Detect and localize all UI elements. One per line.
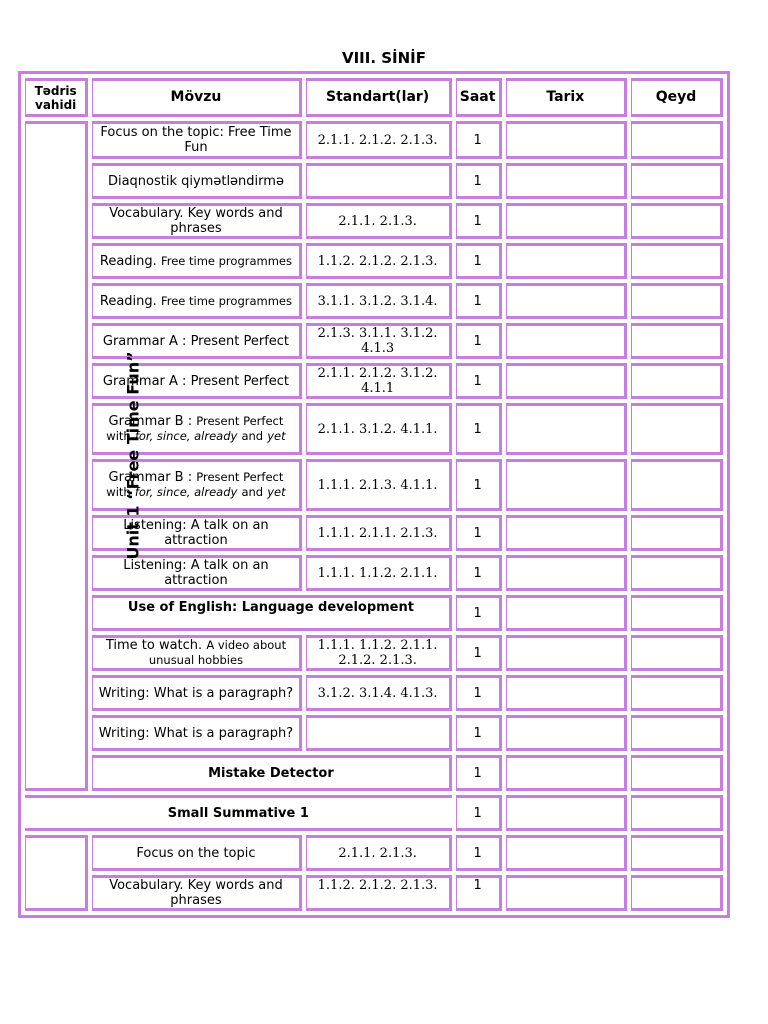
- topic-italic: for, since, already: [134, 429, 238, 443]
- topic-cell: Grammar A : Present Perfect: [92, 363, 301, 399]
- date-cell[interactable]: [506, 795, 628, 831]
- note-cell[interactable]: [631, 403, 723, 455]
- table-row: [25, 835, 723, 871]
- hours-cell: 1: [456, 675, 502, 711]
- hours-cell: 1: [456, 121, 502, 159]
- hours-cell: 1: [456, 163, 502, 199]
- date-cell[interactable]: [506, 595, 628, 631]
- standards-cell: 1.1.1. 2.1.3. 4.1.1.: [306, 459, 452, 511]
- hours-cell: 1: [456, 875, 502, 911]
- header-unit: Tədris vahidi: [25, 78, 88, 117]
- topic-cell: [92, 243, 301, 279]
- header-hours: Saat: [456, 78, 502, 117]
- header-date: Tarix: [506, 78, 628, 117]
- date-cell[interactable]: [506, 835, 628, 871]
- topic-sub: A video about unusual hobbies: [148, 638, 287, 667]
- hours-cell: 1: [456, 459, 502, 511]
- standards-cell: 1.1.2. 2.1.2. 2.1.3.: [306, 243, 452, 279]
- standards-cell: 2.1.3. 3.1.1. 3.1.2. 4.1.3: [306, 323, 452, 359]
- hours-cell: 1: [456, 243, 502, 279]
- topic-main: Reading.: [99, 293, 157, 309]
- topic-main: Grammar B :: [108, 414, 193, 429]
- standards-cell: 1.1.2. 2.1.2. 2.1.3.: [306, 875, 452, 911]
- note-cell[interactable]: [631, 875, 723, 911]
- table-row: [25, 715, 723, 751]
- topic-sub: Present Perfect with: [106, 470, 284, 499]
- date-cell[interactable]: [506, 875, 628, 911]
- page-title: VIII. SİNİF: [341, 49, 427, 67]
- topic-cell: Focus on the topic: Free Time Fun: [92, 121, 301, 159]
- topic-cell: Writing: What is a paragraph?: [92, 675, 301, 711]
- note-cell[interactable]: [631, 755, 723, 791]
- hours-cell: 1: [456, 515, 502, 551]
- date-cell[interactable]: [506, 715, 628, 751]
- lesson-plan-table: [18, 71, 730, 918]
- header-topic: Mövzu: [92, 78, 301, 117]
- topic-cell: Diaqnostik qiymətləndirmə: [92, 163, 301, 199]
- note-cell[interactable]: [631, 283, 723, 319]
- unit-label: Unit 1 “Free Time Fun”: [123, 350, 143, 560]
- unit-cell-next: [25, 835, 88, 911]
- standards-cell: [306, 715, 452, 751]
- hours-cell: 1: [456, 835, 502, 871]
- note-cell[interactable]: [631, 363, 723, 399]
- standards-cell: 3.1.1. 3.1.2. 3.1.4.: [306, 283, 452, 319]
- topic-cell: [92, 635, 301, 671]
- note-cell[interactable]: [631, 323, 723, 359]
- note-cell[interactable]: [631, 459, 723, 511]
- topic-main: Reading.: [99, 253, 157, 269]
- table-row: [25, 675, 723, 711]
- note-cell[interactable]: [631, 121, 723, 159]
- table-row: [25, 203, 723, 239]
- date-cell[interactable]: [506, 459, 628, 511]
- topic-and: and: [241, 485, 264, 499]
- topic-main: Time to watch.: [105, 638, 203, 653]
- topic-italic: yet: [267, 429, 286, 443]
- note-cell[interactable]: [631, 515, 723, 551]
- topic-cell: Focus on the topic: [92, 835, 301, 871]
- hours-cell: 1: [456, 283, 502, 319]
- date-cell[interactable]: [506, 755, 628, 791]
- standards-cell: 2.1.1. 3.1.2. 4.1.1.: [306, 403, 452, 455]
- hours-cell: 1: [456, 363, 502, 399]
- standards-cell: 2.1.1. 2.1.3.: [306, 203, 452, 239]
- hours-cell: 1: [456, 755, 502, 791]
- standards-cell: 1.1.1. 2.1.1. 2.1.3.: [306, 515, 452, 551]
- topic-cell-wide: Mistake Detector: [92, 755, 451, 791]
- standards-cell: 1.1.1. 1.1.2. 2.1.1. 2.1.2. 2.1.3.: [306, 635, 452, 671]
- date-cell[interactable]: [506, 283, 628, 319]
- date-cell[interactable]: [506, 403, 628, 455]
- standards-cell: 3.1.2. 3.1.4. 4.1.3.: [306, 675, 452, 711]
- table-row: [25, 875, 723, 911]
- date-cell[interactable]: [506, 635, 628, 671]
- topic-cell: Vocabulary. Key words and phrases: [92, 203, 301, 239]
- table-row: [25, 283, 723, 319]
- note-cell[interactable]: [631, 595, 723, 631]
- hours-cell: 1: [456, 555, 502, 591]
- note-cell[interactable]: [631, 635, 723, 671]
- hours-cell: 1: [456, 595, 502, 631]
- topic-cell: Listening: A talk on an attraction: [92, 555, 301, 591]
- topic-and: and: [241, 429, 264, 443]
- topic-cell: Grammar A : Present Perfect: [92, 323, 301, 359]
- topic-sub: Present Perfect with: [106, 414, 284, 443]
- standards-cell: [306, 163, 452, 199]
- note-cell[interactable]: [631, 675, 723, 711]
- date-cell[interactable]: [506, 675, 628, 711]
- table-row: [25, 755, 723, 791]
- topic-cell-wide: Use of English: Language development: [92, 595, 451, 631]
- note-cell[interactable]: [631, 555, 723, 591]
- topic-sub: Free time programmes: [160, 253, 292, 268]
- note-cell[interactable]: [631, 835, 723, 871]
- hours-cell: 1: [456, 323, 502, 359]
- date-cell[interactable]: [506, 515, 628, 551]
- date-cell[interactable]: [506, 363, 628, 399]
- note-cell[interactable]: [631, 203, 723, 239]
- standards-cell: 2.1.1. 2.1.2. 3.1.2. 4.1.1: [306, 363, 452, 399]
- hours-cell: 1: [456, 635, 502, 671]
- note-cell[interactable]: [631, 795, 723, 831]
- standards-cell: 2.1.1. 2.1.3.: [306, 835, 452, 871]
- note-cell[interactable]: [631, 715, 723, 751]
- date-cell[interactable]: [506, 163, 628, 199]
- topic-main: Grammar B :: [108, 470, 193, 485]
- topic-cell: Vocabulary. Key words and phrases: [92, 875, 301, 911]
- date-cell[interactable]: [506, 203, 628, 239]
- header-row: [25, 78, 723, 117]
- header-standards: Standart(lar): [306, 78, 452, 117]
- table-row: [25, 163, 723, 199]
- note-cell[interactable]: [631, 163, 723, 199]
- header-note: Qeyd: [631, 78, 723, 117]
- summative-row: [25, 795, 723, 831]
- hours-cell: 1: [456, 795, 502, 831]
- table-row: [25, 595, 723, 631]
- topic-sub: Free time programmes: [160, 293, 292, 308]
- date-cell[interactable]: [506, 323, 628, 359]
- topic-cell: Writing: What is a paragraph?: [92, 715, 301, 751]
- note-cell[interactable]: [631, 243, 723, 279]
- standards-cell: 1.1.1. 1.1.2. 2.1.1.: [306, 555, 452, 591]
- topic-cell: [92, 283, 301, 319]
- date-cell[interactable]: [506, 121, 628, 159]
- date-cell[interactable]: [506, 555, 628, 591]
- topic-cell: Listening: A talk on an attraction: [92, 515, 301, 551]
- hours-cell: 1: [456, 715, 502, 751]
- table-row: [25, 121, 723, 159]
- table-row: [25, 555, 723, 591]
- summative-cell: Small Summative 1: [25, 795, 452, 831]
- hours-cell: 1: [456, 203, 502, 239]
- topic-italic: yet: [267, 485, 286, 499]
- table-row: [25, 243, 723, 279]
- date-cell[interactable]: [506, 243, 628, 279]
- standards-cell: 2.1.1. 2.1.2. 2.1.3.: [306, 121, 452, 159]
- topic-italic: for, since, already: [134, 485, 238, 499]
- table-row: [25, 635, 723, 671]
- hours-cell: 1: [456, 403, 502, 455]
